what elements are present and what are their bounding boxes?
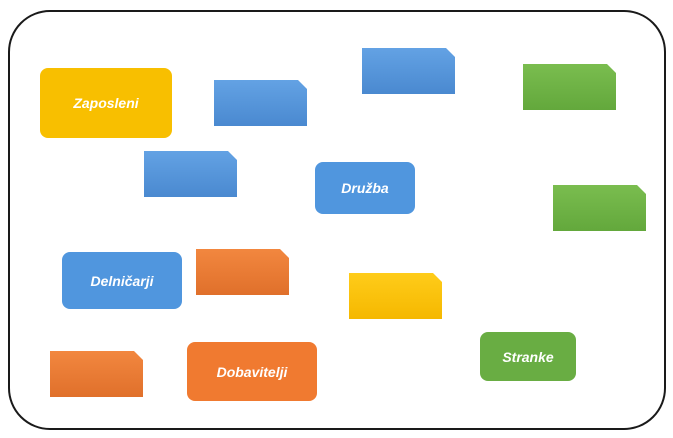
blank-blue-box-1 — [214, 80, 307, 126]
druzba-box — [315, 162, 415, 214]
delnicarji-label: Delničarji — [90, 272, 154, 289]
stranke-box — [480, 332, 576, 381]
delnicarji-box — [62, 252, 182, 309]
blank-yellow-box — [349, 273, 442, 319]
blank-blue-box-3 — [144, 151, 237, 197]
dobavitelji-box — [187, 342, 317, 401]
druzba-label: Družba — [341, 180, 389, 196]
zaposleni-box — [40, 68, 172, 138]
stranke-label: Stranke — [502, 348, 554, 365]
blank-orange-box-1 — [196, 249, 289, 295]
blank-blue-box-2 — [362, 48, 455, 94]
blank-green-box-1 — [523, 64, 616, 110]
blank-orange-box-2 — [50, 351, 143, 397]
blank-green-box-2 — [553, 185, 646, 231]
zaposleni-label: Zaposleni — [73, 95, 139, 111]
dobavitelji-label: Dobavitelji — [216, 363, 288, 380]
